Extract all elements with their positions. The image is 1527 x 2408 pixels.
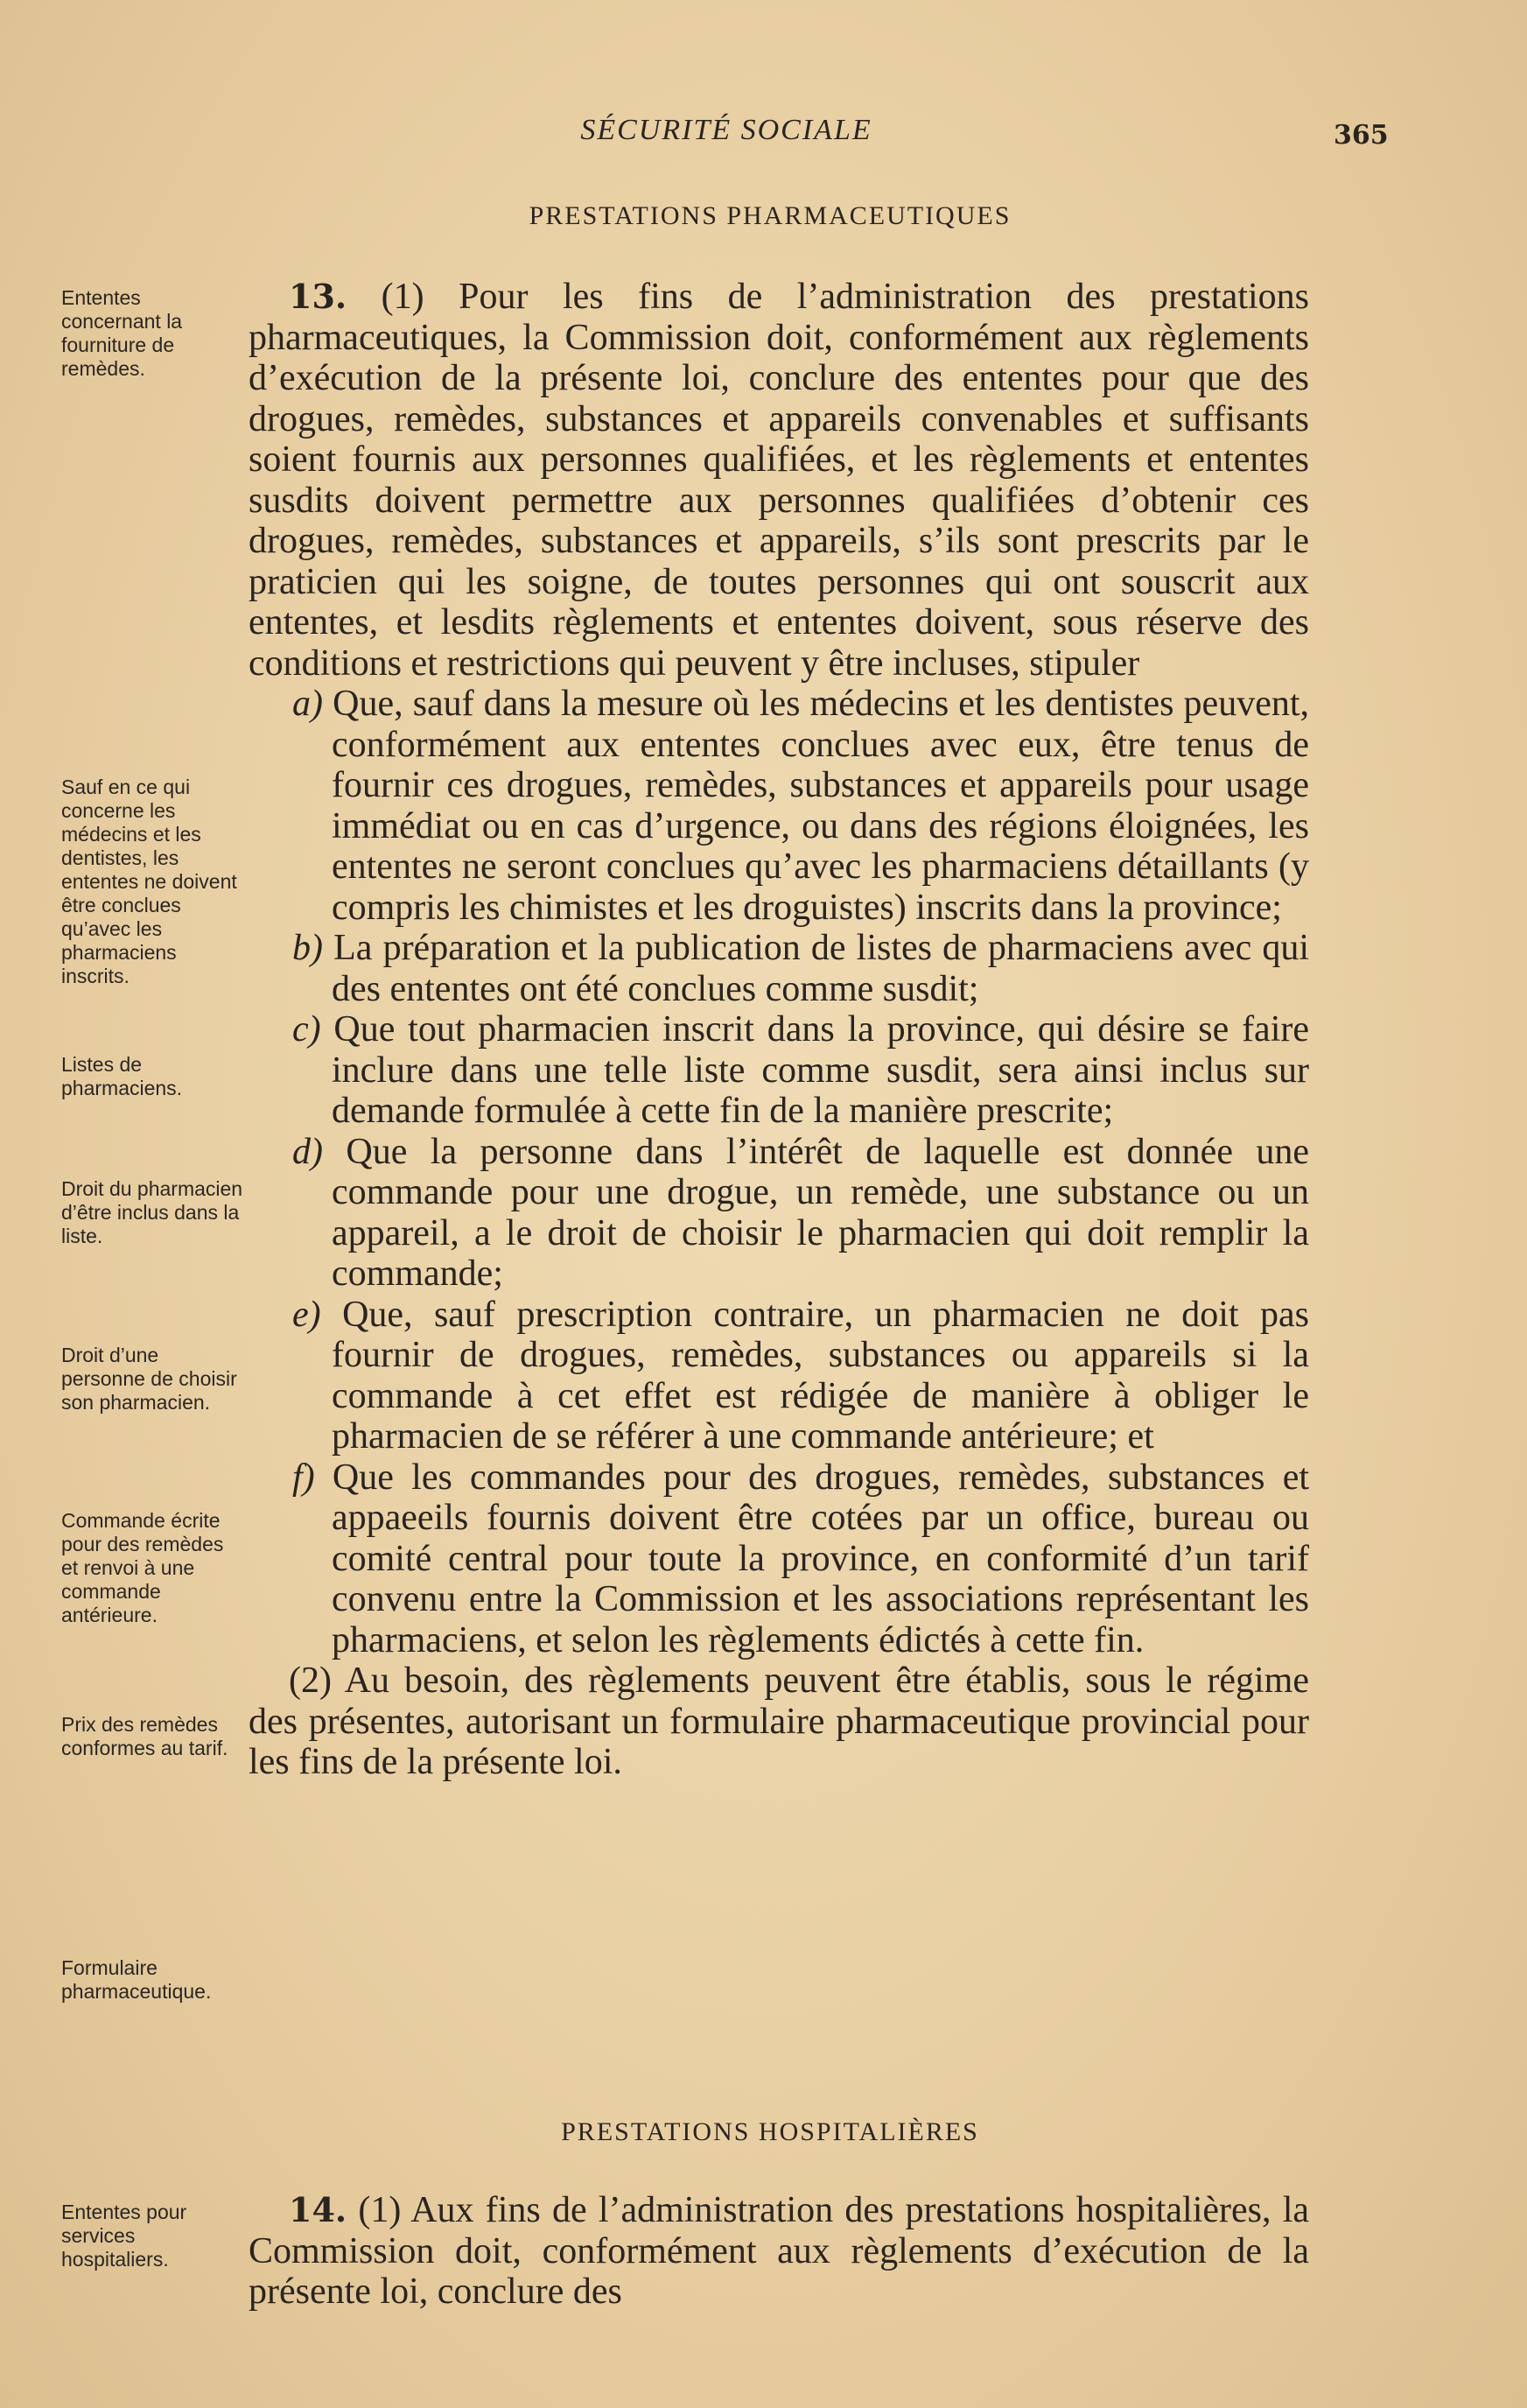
margin-note-listes: Listes de pharmaciens. (61, 1053, 183, 1099)
item-letter: a) (292, 684, 323, 724)
margin-note-commande-ecrite: Commande écrite pour des remèdes et renvoi à une commande antérieure. (61, 1509, 224, 1626)
item-text: Que, sauf prescription contraire, un pharmacien ne doit pas fournir de drogues, remèdes, substances ou appareils si la commande à cet effet est rédigée de manière à obliger le pharmacien de se référer à une commande antérieure; et (332, 1294, 1309, 1457)
margin-note-prix: Prix des remèdes conformes au tarif. (61, 1713, 228, 1759)
article-number: 14. (289, 2190, 347, 2229)
item-d (249, 1132, 1309, 1295)
running-title: SÉCURITÉ SOCIALE (580, 114, 872, 146)
item-letter: c) (292, 1009, 321, 1050)
margin-note-droit-choisir: Droit d’une personne de choisir son pharmacien. (61, 1344, 237, 1414)
item-e (249, 1295, 1309, 1457)
margin-note-services-hospitaliers: Ententes pour services hospitaliers. (61, 2201, 187, 2271)
article-text: (1) Aux fins de l’administration des prestations hospitalières, la Commission doit, conformément aux règlements d’exécution de la présente loi, conclure des (249, 2190, 1310, 2312)
item-text: Que, sauf dans la mesure où les médecins et les dentistes peuvent, conformément aux ententes conclues avec eux, être tenus de fournir ces drogues, remèdes, substances et appareils pour usage immédiat ou en cas d’urgence, ou dans des régions éloignées, les ententes ne seront conclues qu’avec les pharmaciens détaillants (y compris les chimistes et les droguistes) inscrits dans la province; (332, 684, 1309, 928)
item-letter: e) (292, 1294, 321, 1335)
item-text: Que la personne dans l’intérêt de laquelle est donnée une commande pour une drogue, un remède, une substance ou un appareil, a le droit de choisir le pharmacien qui doit remplir la commande; (332, 1131, 1310, 1294)
margin-note-sauf-medecins: Sauf en ce qui concerne les médecins et les dentistes, les ententes ne doivent être conclues qu’avec les pharmaciens inscrits. (61, 776, 237, 987)
article-13-intro (249, 277, 1309, 684)
item-letter: b) (292, 928, 323, 968)
item-text: Que les commandes pour des drogues, remèdes, substances et appaeeils fournis doivent être cotées par un office, bureau ou comité central pour toute la province, en conformité d’un tarif convenu entre la Commission et les associations représentant les pharmaciens, et selon les règlements édictés à cette fin. (332, 1457, 1310, 1660)
article-14-intro (249, 2190, 1309, 2313)
section-14-body (249, 2190, 1309, 2313)
section-heading-pharmaceutical: PRESTATIONS PHARMACEUTIQUES (529, 201, 1012, 230)
article-13-paragraph-2: (2) Au besoin, des règlements peuvent être établis, sous le régime des présentes, autorisant un formulaire pharmaceutique provincial pour les fins de la présente loi. (249, 1660, 1309, 1782)
item-letter: f) (292, 1457, 315, 1498)
article-number: 13. (289, 277, 347, 316)
item-a (249, 684, 1309, 928)
section-heading-hospital: PRESTATIONS HOSPITALIÈRES (561, 2117, 979, 2146)
item-letter: d) (292, 1131, 323, 1172)
margin-note-droit-inclus: Droit du pharmacien d’être inclus dans la liste. (61, 1177, 243, 1247)
page-number: 365 (1334, 120, 1389, 151)
item-f (249, 1457, 1309, 1661)
margin-note-ententes-remedes: Ententes concernant la fourniture de remèdes. (61, 286, 183, 380)
item-c (249, 1009, 1309, 1132)
item-text: La préparation et la publication de listes de pharmaciens avec qui des ententes ont été conclues comme susdit; (332, 928, 1310, 1009)
section-13-body (249, 277, 1309, 1783)
item-b (249, 928, 1309, 1009)
article-text: (1) Pour les fins de l’administration des prestations pharmaceutiques, la Commission doit, conformément aux règlements d’exécution de la présente loi, conclure des ententes pour que des drogues, remèdes, substances et appareils convenables et suffisants soient fournis aux personnes qualifiées, et les règlements et ententes susdits doivent permettre aux personnes qualifiées d’obtenir ces drogues, remèdes, substances et appareils, s’ils sont prescrits par le praticien qui les soigne, de toutes personnes qui ont souscrit aux ententes, et lesdits règlements et ententes doivent, sous réserve des conditions et restrictions qui peuvent y être incluses, stipuler (249, 277, 1310, 684)
item-text: Que tout pharmacien inscrit dans la province, qui désire se faire inclure dans une telle liste comme susdit, sera ainsi inclus sur demande formulée à cette fin de la manière prescrite; (332, 1009, 1309, 1131)
margin-note-formulaire: Formulaire pharmaceutique. (61, 1956, 212, 2003)
